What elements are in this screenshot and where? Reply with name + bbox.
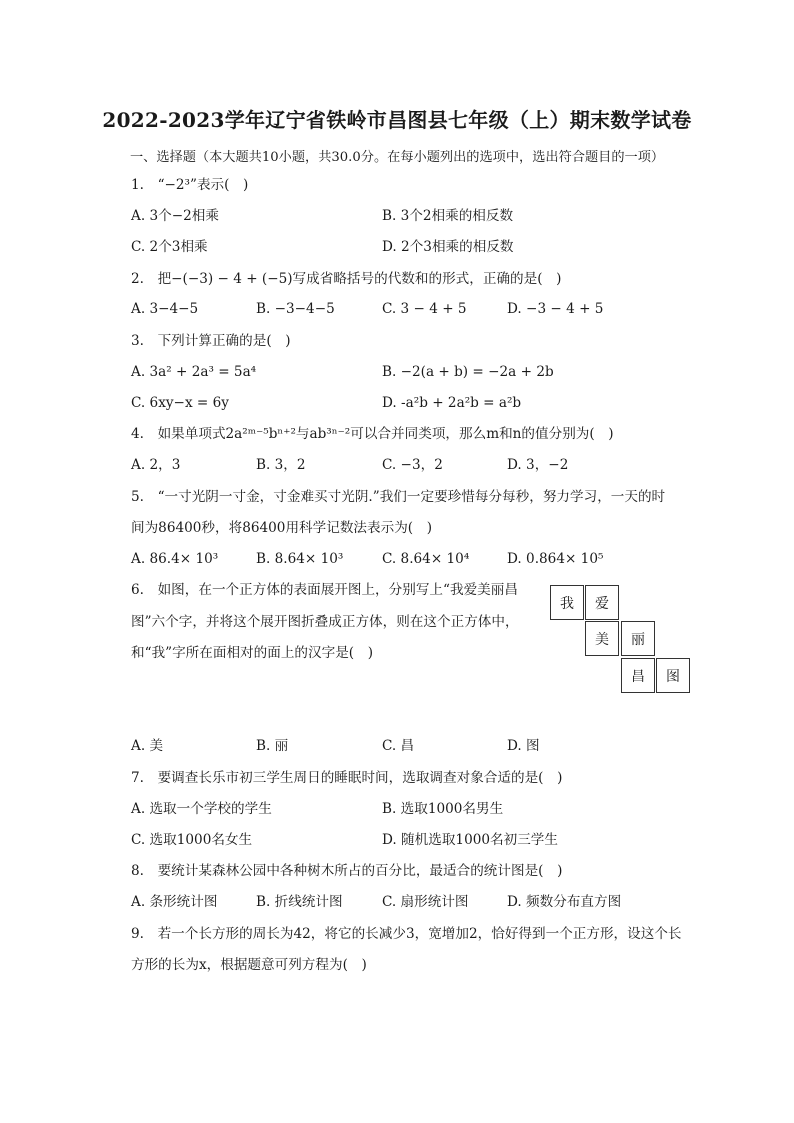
- net-face-ai: 爱: [585, 585, 619, 620]
- question-6-option-d: D. 图: [507, 738, 540, 754]
- question-1-stem: 1. “−2³”表示( ): [131, 177, 249, 193]
- question-5-option-c: C. 8.64× 10⁴: [382, 551, 470, 567]
- question-5-option-d: D. 0.864× 10⁵: [507, 551, 604, 567]
- question-2-option-b: B. −3−4−5: [256, 301, 335, 317]
- question-3-stem: 3. 下列计算正确的是( ): [131, 333, 291, 349]
- question-1-option-d: D. 2个3相乘的相反数: [382, 239, 514, 255]
- question-8-option-b: B. 折线统计图: [256, 894, 343, 910]
- question-7-option-a: A. 选取一个学校的学生: [131, 801, 272, 817]
- question-7-stem: 7. 要调查长乐市初三学生周日的睡眠时间，选取调查对象合适的是( ): [131, 770, 563, 786]
- question-7-option-c: C. 选取1000名女生: [131, 832, 253, 848]
- question-5-option-a: A. 86.4× 10³: [131, 551, 219, 567]
- question-8-stem: 8. 要统计某森林公园中各种树木所占的百分比，最适合的统计图是( ): [131, 863, 563, 879]
- question-7-option-d: D. 随机选取1000名初三学生: [382, 832, 558, 848]
- question-9-stem-line-2: 方形的长为x，根据题意可列方程为( ): [131, 957, 367, 973]
- question-1-option-b: B. 3个2相乘的相反数: [382, 208, 514, 224]
- question-2-option-d: D. −3 − 4 + 5: [507, 301, 604, 317]
- question-2-stem: 2. 把−(−3) − 4 + (−5)写成省略括号的代数和的形式，正确的是( ): [131, 271, 562, 287]
- question-5-stem-line-1: 5. “一寸光阴一寸金，寸金难买寸光阴.”我们一定要珍惜每分每秒，努力学习，一天的时: [131, 489, 666, 505]
- question-4-option-d: D. 3，−2: [507, 457, 569, 473]
- net-face-chang: 昌: [621, 658, 655, 693]
- question-4-option-a: A. 2，3: [131, 457, 181, 473]
- question-1-option-a: A. 3个−2相乘: [131, 208, 219, 224]
- question-2-option-c: C. 3 − 4 + 5: [382, 301, 467, 317]
- section-heading: 一、选择题（本大题共10小题，共30.0分。在每小题列出的选项中，选出符合题目的一项）: [130, 150, 665, 165]
- question-5-option-b: B. 8.64× 10³: [256, 551, 344, 567]
- question-4-option-b: B. 3，2: [256, 457, 306, 473]
- net-face-mei: 美: [585, 621, 619, 656]
- question-6-stem-line-2: 图”六个字，并将这个展开图折叠成正方体，则在这个正方体中，: [131, 614, 519, 630]
- question-8-option-c: C. 扇形统计图: [382, 894, 469, 910]
- net-face-tu: 图: [656, 658, 690, 693]
- question-3-option-c: C. 6xy−x = 6y: [131, 395, 229, 411]
- question-6-stem-line-3: 和“我”字所在面相对的面上的汉字是( ): [131, 645, 374, 661]
- question-4-option-c: C. −3，2: [382, 457, 443, 473]
- question-6-option-c: C. 昌: [382, 738, 415, 754]
- question-9-stem-line-1: 9. 若一个长方形的周长为42，将它的长减少3，宽增加2，恰好得到一个正方形，设这个长: [131, 926, 682, 942]
- question-3-option-d: D. -a²b + 2a²b = a²b: [382, 395, 522, 411]
- question-1-option-c: C. 2个3相乘: [131, 239, 208, 255]
- question-6-option-b: B. 丽: [256, 738, 289, 754]
- question-2-option-a: A. 3−4−5: [131, 301, 199, 317]
- question-4-stem: 4. 如果单项式2a²ᵐ⁻⁵bⁿ⁺²与ab³ⁿ⁻²可以合并同类项，那么m和n的值分别为( ): [131, 426, 614, 442]
- question-7-option-b: B. 选取1000名男生: [382, 801, 504, 817]
- question-6-option-a: A. 美: [131, 738, 164, 754]
- question-8-option-d: D. 频数分布直方图: [507, 894, 622, 910]
- question-6-stem-line-1: 6. 如图，在一个正方体的表面展开图上，分别写上“我爱美丽昌: [131, 582, 518, 598]
- question-8-option-a: A. 条形统计图: [131, 894, 218, 910]
- cube-net-figure: [550, 585, 691, 694]
- exam-title: 2022-2023学年辽宁省铁岭市昌图县七年级（上）期末数学试卷: [102, 108, 692, 132]
- question-5-stem-line-2: 间为86400秒，将86400用科学记数法表示为( ): [131, 520, 432, 536]
- net-face-li: 丽: [621, 621, 655, 656]
- net-face-wo: 我: [550, 585, 584, 620]
- question-3-option-a: A. 3a² + 2a³ = 5a⁴: [131, 364, 257, 380]
- question-3-option-b: B. −2(a + b) = −2a + 2b: [382, 364, 554, 380]
